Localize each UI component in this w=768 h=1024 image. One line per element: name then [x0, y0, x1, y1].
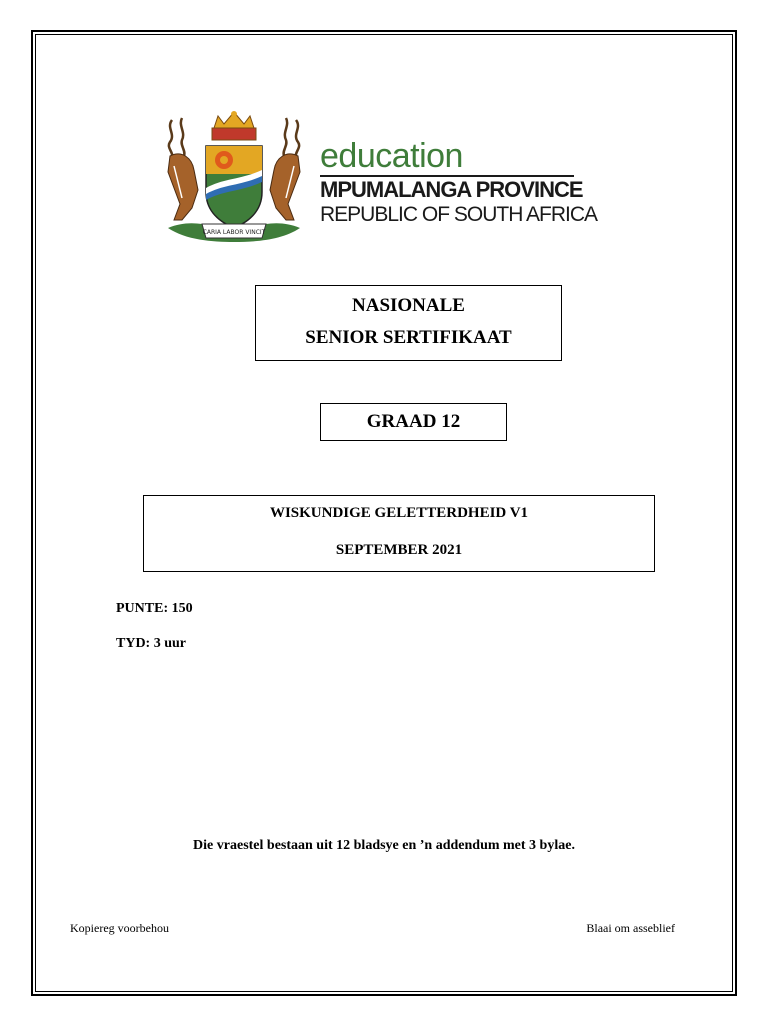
logo-country: REPUBLIC OF SOUTH AFRICA: [320, 203, 598, 226]
certificate-title-line1: NASIONALE: [352, 295, 465, 316]
certificate-title-box: [255, 285, 562, 361]
subject-name: WISKUNDIGE GELETTERDHEID V1: [269, 505, 529, 521]
subject-box: [143, 495, 655, 572]
time-label: TYD: 3 uur: [116, 636, 187, 651]
logo-education-word: education: [320, 137, 463, 175]
exam-date: SEPTEMBER 2021: [335, 542, 463, 558]
marks-label: PUNTE: 150: [116, 601, 193, 616]
coat-of-arms-icon: [152, 108, 316, 248]
footer-copyright: Kopiereg voorbehou: [70, 921, 169, 935]
grade-box: GRAAD 12: [320, 403, 507, 441]
footer-turn-over: Blaai om asseblief: [586, 921, 675, 935]
motto-text: CARIA LABOR VINCIT: [202, 229, 266, 236]
certificate-title-line2: SENIOR SERTIFIKAAT: [305, 327, 512, 348]
paper-note: Die vraestel bestaan uit 12 bladsye en ’n addendum met 3 bylae.: [193, 838, 575, 853]
logo-province: MPUMALANGA PROVINCE: [320, 177, 583, 202]
